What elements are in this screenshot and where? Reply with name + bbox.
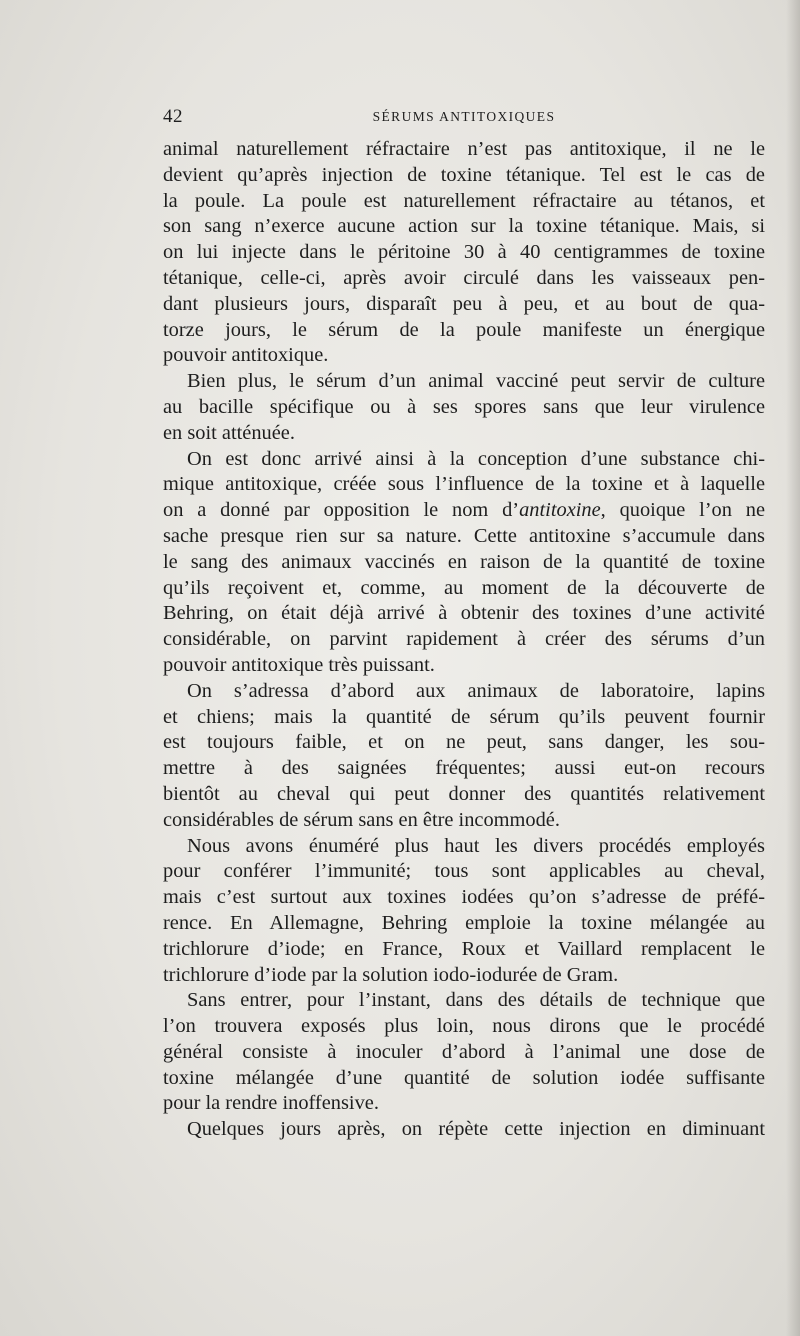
text-line: dant plusieurs jours, disparaît peu à peu, et au bout de qua- bbox=[163, 292, 765, 315]
text-line: trichlorure d’iode; en France, Roux et Vaillard remplacent le bbox=[163, 937, 765, 960]
page-header bbox=[163, 106, 765, 128]
paragraph-start-line: Sans entrer, pour l’instant, dans des détails de technique que bbox=[187, 989, 765, 1012]
text-line-with-italic bbox=[163, 498, 765, 524]
paragraph-start-line: Quelques jours après, on répète cette injection en diminuant bbox=[187, 1118, 765, 1141]
paragraph-start-line: On s’adressa d’abord aux animaux de laboratoire, lapins bbox=[187, 679, 765, 702]
running-title: SÉRUMS ANTITOXIQUES bbox=[372, 109, 556, 124]
paragraph-start-line: Bien plus, le sérum d’un animal vacciné peut servir de culture bbox=[187, 370, 765, 393]
text-line: rence. En Allemagne, Behring emploie la toxine mélangée au bbox=[163, 911, 765, 934]
text-fragment: on a donné par opposition le nom d’ bbox=[163, 499, 520, 522]
text-line: est toujours faible, et on ne peut, sans danger, les sou- bbox=[163, 731, 765, 754]
paragraph-start-line: Nous avons énuméré plus haut les divers procédés employés bbox=[187, 834, 765, 857]
text-line: l’on trouvera exposés plus loin, nous dirons que le procédé bbox=[163, 1015, 765, 1038]
paragraph-end-line: pouvoir antitoxique. bbox=[163, 344, 329, 367]
paragraph-end-line: en soit atténuée. bbox=[163, 421, 295, 444]
text-line: on lui injecte dans le péritoine 30 à 40 centigrammes de toxine bbox=[163, 241, 765, 264]
text-line: bientôt au cheval qui peut donner des quantités relativement bbox=[163, 782, 765, 805]
text-line: le sang des animaux vaccinés en raison de la quantité de toxine bbox=[163, 550, 765, 573]
text-line: au bacille spécifique ou à ses spores sans que leur virulence bbox=[163, 395, 765, 418]
text-line: animal naturellement réfractaire n’est pas antitoxique, il ne le bbox=[163, 138, 765, 160]
text-line: qu’ils reçoivent et, comme, au moment de la découverte de bbox=[163, 576, 765, 599]
text-line: sache presque rien sur sa nature. Cette antitoxine s’accumule dans bbox=[163, 524, 765, 547]
page-number: 42 bbox=[163, 106, 183, 127]
text-line: considérable, on parvint rapidement à créer des sérums d’un bbox=[163, 628, 765, 651]
text-line: devient qu’après injection de toxine tétanique. Tel est le cas de bbox=[163, 163, 765, 186]
text-line: pour conférer l’immunité; tous sont applicables au cheval, bbox=[163, 860, 765, 883]
text-line: Behring, on était déjà arrivé à obtenir des toxines d’une activité bbox=[163, 602, 765, 625]
paragraph-end-line: considérables de sérum sans en être incommodé. bbox=[163, 808, 560, 831]
paragraph-end-line: pouvoir antitoxique très puissant. bbox=[163, 653, 435, 676]
text-line: général consiste à inoculer d’abord à l’animal une dose de bbox=[163, 1040, 765, 1063]
text-line: toxine mélangée d’une quantité de solution iodée suffisante bbox=[163, 1066, 765, 1089]
italic-term: antitoxine bbox=[519, 499, 601, 522]
text-line: torze jours, le sérum de la poule manifeste un énergique bbox=[163, 318, 765, 341]
text-line: la poule. La poule est naturellement réfractaire au tétanos, et bbox=[163, 189, 765, 212]
text-line: tétanique, celle-ci, après avoir circulé dans les vaisseaux pen- bbox=[163, 266, 765, 289]
text-line: et chiens; mais la quantité de sérum qu’ils peuvent fournir bbox=[163, 705, 765, 728]
text-fragment: , quoique l’on ne bbox=[600, 499, 765, 522]
paragraph-start-line: On est donc arrivé ainsi à la conception d’une substance chi- bbox=[187, 447, 765, 470]
text-line: mais c’est surtout aux toxines iodées qu’on s’adresse de préfé- bbox=[163, 886, 765, 909]
body-text bbox=[163, 137, 765, 1143]
paragraph-end-line: trichlorure d’iode par la solution iodo-iodurée de Gram. bbox=[163, 963, 619, 986]
paragraph-end-line: pour la rendre inoffensive. bbox=[163, 1092, 379, 1115]
text-line: son sang n’exerce aucune action sur la toxine tétanique. Mais, si bbox=[163, 215, 765, 238]
text-line: mettre à des saignées fréquentes; aussi eut-on recours bbox=[163, 757, 765, 780]
page-edge-shadow bbox=[786, 0, 800, 1336]
text-line: mique antitoxique, créée sous l’influence de la toxine et à laquelle bbox=[163, 473, 765, 496]
